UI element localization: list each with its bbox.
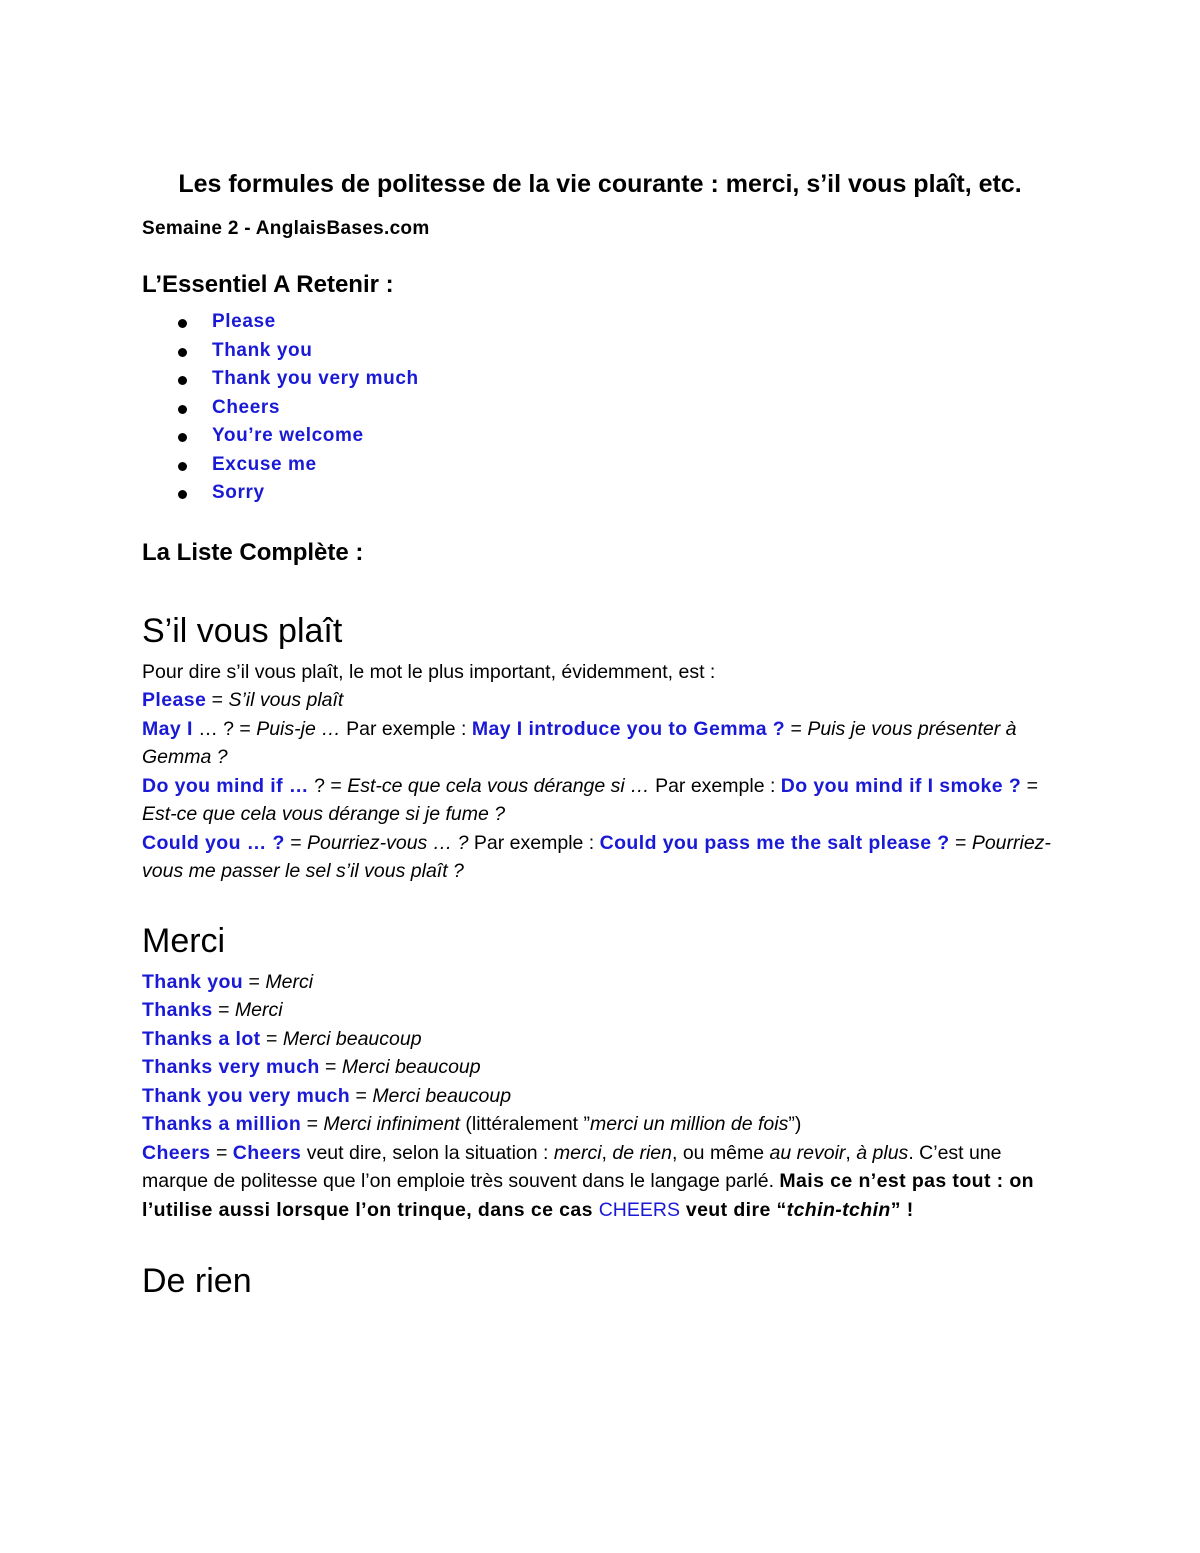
french-translation: Est-ce que cela vous dérange si … <box>347 774 650 797</box>
literal-close: ”) <box>788 1113 802 1135</box>
english-phrase: Could you … ? <box>142 831 285 854</box>
equals: = <box>284 831 308 854</box>
equals: = <box>212 999 235 1021</box>
example-english: May I introduce you to Gemma ? <box>471 717 786 740</box>
page-subtitle: Semaine 2 - AnglaisBases.com <box>142 218 430 239</box>
equals: = <box>243 970 266 993</box>
english-phrase: Thanks <box>142 999 213 1021</box>
merci-cheers-paragraph <box>142 1139 1058 1225</box>
svp-intro: Pour dire s’il vous plaît, le mot le plus important, évidemment, est : <box>142 660 716 683</box>
section-heading-derien: De rien <box>142 1262 252 1300</box>
list-item: Thank you <box>142 337 1058 366</box>
svp-could-line <box>142 829 1058 886</box>
section-heading-merci: Merci <box>142 921 226 960</box>
section-heading-svp: S’il vous plaît <box>142 611 343 650</box>
list-item: Cheers <box>142 394 1058 423</box>
literal-open: (littéralement ” <box>459 1113 591 1135</box>
french-word: de rien <box>612 1141 672 1164</box>
document-body <box>142 166 1058 1302</box>
merci-million-line <box>142 1110 1058 1139</box>
merci-line <box>142 968 1058 997</box>
french-translation: Puis-je … <box>256 717 341 740</box>
text: veut dire, selon la situation : <box>301 1141 554 1164</box>
merci-line <box>142 996 1058 1025</box>
svp-mind-line <box>142 772 1058 829</box>
bold-text: Mais ce n’est pas tout : on l’utilise aussi lorsque l’on trinque, dans ce cas <box>142 1170 1034 1221</box>
list-item: Thank you very much <box>142 365 1058 394</box>
text: . C’est une marque de politesse que l’on emploie très souvent dans le langage parlé. <box>142 1141 1002 1192</box>
cheers-caps: CHEERS <box>598 1198 680 1221</box>
french-word: à plus <box>856 1141 909 1164</box>
example-label: Par exemple : <box>468 831 600 854</box>
english-phrase: Thanks very much <box>142 1056 320 1078</box>
dots: ? = <box>308 774 348 797</box>
tchin-tchin: tchin-tchin <box>786 1198 891 1221</box>
french-translation: Merci beaucoup <box>372 1084 512 1107</box>
list-item: Sorry <box>142 479 1058 508</box>
french-translation: Merci beaucoup <box>282 1027 422 1050</box>
example-label: Par exemple : <box>649 774 781 797</box>
english-phrase: Thank you very much <box>142 1084 351 1107</box>
merci-line <box>142 1053 1058 1082</box>
equals: = <box>350 1084 373 1107</box>
equals: = <box>949 831 972 854</box>
dots: … ? = <box>192 717 257 740</box>
equals: = <box>319 1056 342 1078</box>
page-title: Les formules de politesse de la vie courante : merci, s’il vous plaît, etc. <box>178 170 1022 198</box>
text: , <box>845 1141 857 1164</box>
svp-mayi-line <box>142 715 1058 772</box>
example-french: Est-ce que cela vous dérange si je fume ? <box>142 803 506 825</box>
french-translation: Pourriez-vous … ? <box>307 831 469 854</box>
list-item: Please <box>142 308 1058 337</box>
french-word: merci <box>553 1141 602 1164</box>
merci-line <box>142 1082 1058 1111</box>
french-translation: Merci <box>265 970 314 993</box>
equals: = <box>210 1141 233 1164</box>
example-french: Pourriez-vous me passer le sel s’il vous plaît ? <box>142 831 1051 882</box>
literal-translation: merci un million de fois <box>590 1113 789 1135</box>
list-item: Excuse me <box>142 451 1058 480</box>
french-translation: Merci infiniment <box>323 1113 460 1135</box>
equals: = <box>206 689 229 711</box>
liste-heading: La Liste Complète : <box>142 538 364 566</box>
english-phrase: Thank you <box>142 970 244 993</box>
essentiel-heading: L’Essentiel A Retenir : <box>142 271 394 298</box>
english-phrase: Please <box>142 689 207 711</box>
example-english: Do you mind if I smoke ? <box>780 774 1022 797</box>
equals: = <box>301 1113 324 1135</box>
essentiel-list <box>142 308 1058 508</box>
example-label: Par exemple : <box>340 717 472 740</box>
english-phrase: Thanks a million <box>142 1113 302 1135</box>
english-phrase: May I <box>142 717 193 740</box>
example-english: Could you pass me the salt please ? <box>599 831 950 854</box>
merci-line <box>142 1025 1058 1054</box>
french-translation: Merci beaucoup <box>341 1056 481 1078</box>
equals: = <box>785 717 808 740</box>
text: , ou même <box>672 1141 770 1164</box>
bold-text: ” ! <box>890 1198 914 1221</box>
bold-text: veut dire “ <box>680 1198 787 1221</box>
english-phrase: Cheers <box>142 1141 211 1164</box>
english-phrase: Do you mind if … <box>142 774 309 797</box>
english-phrase: Cheers <box>232 1141 302 1164</box>
equals: = <box>260 1027 283 1050</box>
list-item: You’re welcome <box>142 422 1058 451</box>
example-french: Puis je vous présenter à Gemma ? <box>142 717 1017 768</box>
english-phrase: Thanks a lot <box>142 1027 261 1050</box>
french-word: au revoir <box>769 1141 846 1164</box>
svp-please-line <box>142 686 1058 715</box>
french-translation: S’il vous plaît <box>228 689 344 711</box>
text: , <box>601 1141 613 1164</box>
equals: = <box>1021 774 1038 797</box>
french-translation: Merci <box>234 999 283 1021</box>
